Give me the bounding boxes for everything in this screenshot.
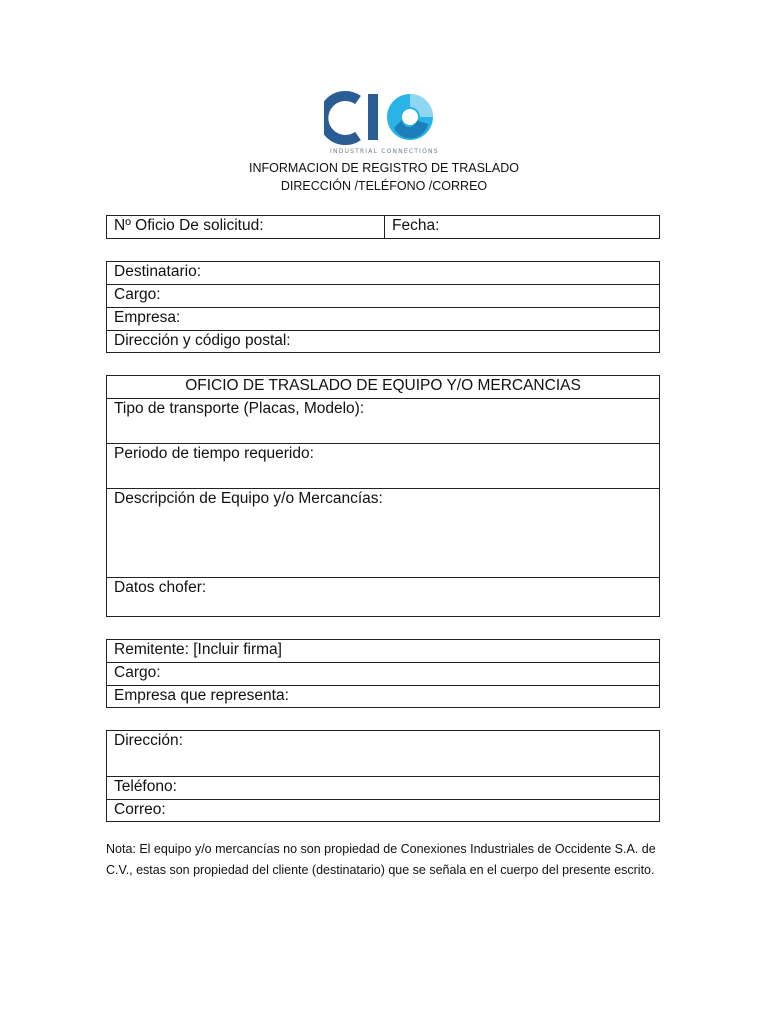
remitente-table bbox=[106, 639, 660, 708]
traslado-table bbox=[106, 375, 660, 617]
destinatario-empresa-field[interactable]: Empresa: bbox=[107, 307, 659, 330]
oficio-number-field[interactable]: Nº Oficio De solicitud: bbox=[107, 216, 385, 238]
contacto-correo-field[interactable]: Correo: bbox=[107, 799, 659, 821]
transporte-field[interactable]: Tipo de transporte (Placas, Modelo): bbox=[107, 398, 659, 443]
document-title: INFORMACION DE REGISTRO DE TRASLADO bbox=[249, 161, 519, 175]
oficio-fecha-table bbox=[106, 215, 660, 239]
document-subtitle: DIRECCIÓN /TELÉFONO /CORREO bbox=[280, 179, 488, 193]
remitente-field[interactable]: Remitente: [Incluir firma] bbox=[114, 641, 282, 658]
destinatario-direccion-field[interactable]: Dirección y código postal: bbox=[107, 330, 659, 352]
note-line-1: Nota: El equipo y/o mercancías no son propiedad de Conexiones Industriales de Occidente S.A. de bbox=[106, 842, 656, 856]
traslado-title: OFICIO DE TRASLADO DE EQUIPO Y/O MERCANCIAS bbox=[185, 377, 581, 394]
contacto-telefono-field[interactable]: Teléfono: bbox=[107, 776, 659, 799]
remitente-empresa-field[interactable]: Empresa que representa: bbox=[107, 685, 659, 707]
destinatario-field[interactable]: Destinatario: bbox=[114, 263, 202, 280]
fecha-field[interactable]: Fecha: bbox=[392, 217, 440, 234]
chofer-field[interactable]: Datos chofer: bbox=[107, 577, 659, 616]
destinatario-cargo-field[interactable]: Cargo: bbox=[107, 284, 659, 307]
contacto-table bbox=[106, 730, 660, 822]
remitente-cargo-field[interactable]: Cargo: bbox=[107, 662, 659, 685]
periodo-field[interactable]: Periodo de tiempo requerido: bbox=[107, 443, 659, 488]
note-line-2: C.V., estas son propiedad del cliente (destinatario) que se señala en el cuerpo del presente escrito. bbox=[106, 863, 655, 877]
logo-tagline: INDUSTRIAL CONNECTIONS bbox=[330, 148, 439, 155]
destinatario-table bbox=[106, 261, 660, 353]
disclaimer-note bbox=[106, 839, 666, 881]
contacto-direccion-field[interactable]: Dirección: bbox=[114, 732, 183, 749]
descripcion-field[interactable]: Descripción de Equipo y/o Mercancías: bbox=[107, 488, 659, 577]
